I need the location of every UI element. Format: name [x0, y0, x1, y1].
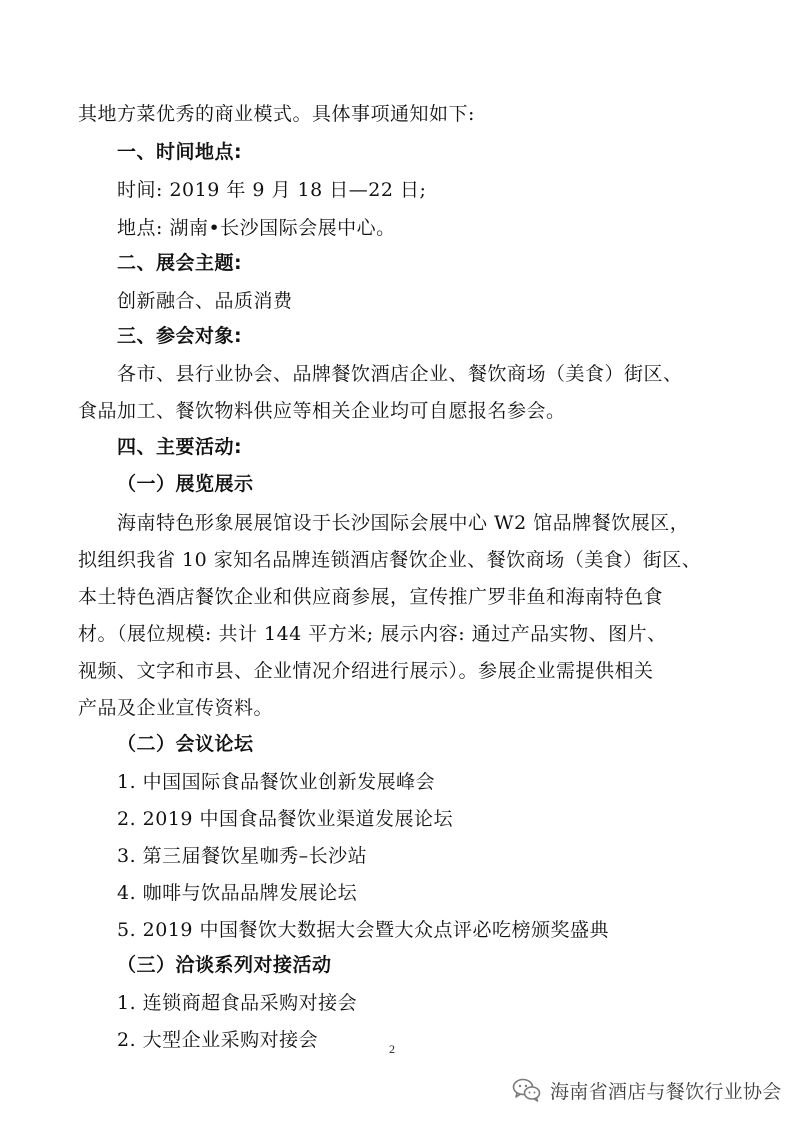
- watermark: [512, 1073, 782, 1107]
- forum-item-3: 3. 第三届餐饮星咖秀–长沙站: [117, 845, 368, 867]
- watermark-text: 海南省酒店与餐饮行业协会: [550, 1080, 782, 1103]
- time-line: 时间: 2019 年 9 月 18 日—22 日;: [117, 179, 427, 201]
- forum-item-5: 5. 2019 中国餐饮大数据大会暨大众点评必吃榜颁奖盛典: [117, 919, 610, 941]
- exhibition-line-3: 本土特色酒店餐饮企业和供应商参展，宣传推广罗非鱼和海南特色食: [78, 586, 664, 608]
- wechat-icon: [512, 1077, 542, 1103]
- matchmaking-item-2: 2. 大型企业采购对接会: [117, 1029, 319, 1051]
- subsection-heading-forums: （二）会议论坛: [117, 733, 254, 755]
- exhibition-line-2: 拟组织我省 10 家知名品牌连锁酒店餐饮企业、餐饮商场（美食）街区、: [78, 549, 702, 571]
- location-line: 地点: 湖南•长沙国际会展中心。: [117, 217, 396, 239]
- page-number: 2: [389, 1042, 395, 1056]
- participants-line-2: 食品加工、餐饮物料供应等相关企业均可自愿报名参会。: [78, 400, 566, 422]
- theme-line: 创新融合、品质消费: [117, 290, 293, 312]
- section-heading-activities: 四、主要活动:: [117, 436, 243, 458]
- intro-line: 其地方菜优秀的商业模式。具体事项通知如下:: [78, 103, 475, 125]
- forum-item-4: 4. 咖啡与饮品品牌发展论坛: [117, 882, 358, 904]
- section-heading-theme: 二、展会主题:: [117, 252, 243, 274]
- forum-item-2: 2. 2019 中国食品餐饮业渠道发展论坛: [117, 808, 454, 830]
- exhibition-line-5: 视频、文字和市县、企业情况介绍进行展示）。参展企业需提供相关: [78, 660, 654, 682]
- exhibition-line-6: 产品及企业宣传资料。: [78, 697, 274, 719]
- participants-line-1: 各市、县行业协会、品牌餐饮酒店企业、餐饮商场（美食）街区、: [117, 363, 683, 385]
- matchmaking-item-1: 1. 连锁商超食品采购对接会: [117, 992, 358, 1014]
- exhibition-line-4: 材。（展位规模: 共计 144 平方米; 展示内容: 通过产品实物、图片、: [78, 623, 667, 645]
- subsection-heading-matchmaking: （三）洽谈系列对接活动: [117, 954, 332, 976]
- exhibition-line-1: 海南特色形象展展馆设于长沙国际会展中心 W2 馆品牌餐饮展区，: [117, 512, 690, 534]
- section-heading-participants: 三、参会对象:: [117, 325, 243, 347]
- subsection-heading-exhibition: （一）展览展示: [117, 473, 254, 495]
- forum-item-1: 1. 中国国际食品餐饮业创新发展峰会: [117, 771, 436, 793]
- section-heading-time-location: 一、时间地点:: [117, 141, 243, 163]
